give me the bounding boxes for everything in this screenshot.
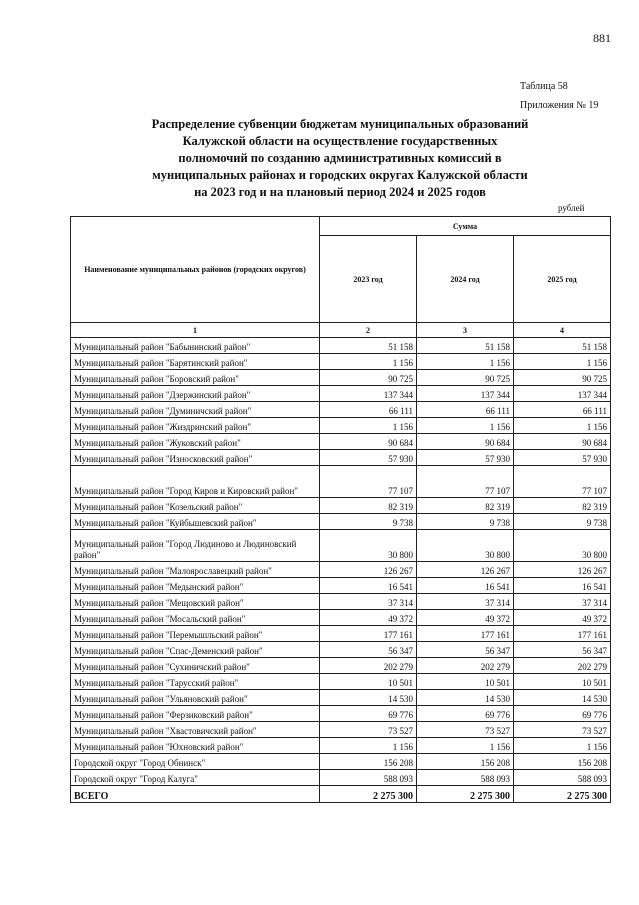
amount-2024: 73 527: [417, 722, 514, 738]
amount-2024: 37 314: [417, 594, 514, 610]
amount-2025: 588 093: [514, 770, 611, 786]
amount-2024: 156 208: [417, 754, 514, 770]
municipality-name: Муниципальный район "Жиздринский район": [71, 418, 320, 434]
table-row: [71, 450, 611, 466]
amount-2023: 1 156: [320, 354, 417, 370]
table-row: [71, 530, 611, 562]
amount-2025: 1 156: [514, 738, 611, 754]
amount-2023: 10 501: [320, 674, 417, 690]
amount-2025: 14 530: [514, 690, 611, 706]
municipality-name: Муниципальный район "Бабынинский район": [71, 338, 320, 354]
amount-2024: 14 530: [417, 690, 514, 706]
table-row: [71, 354, 611, 370]
municipality-name: Муниципальный район "Медынский район": [71, 578, 320, 594]
column-number: 1: [71, 323, 320, 338]
title-line: Распределение субвенции бюджетам муниципальных образований: [151, 117, 529, 131]
amount-2025: 69 776: [514, 706, 611, 722]
title-line: Калужской области на осуществление государственных: [182, 134, 498, 148]
amount-2025: 77 107: [514, 466, 611, 498]
amount-2024: 588 093: [417, 770, 514, 786]
table-row: [71, 722, 611, 738]
amount-2023: 69 776: [320, 706, 417, 722]
amount-2024: 137 344: [417, 386, 514, 402]
amount-2023: 16 541: [320, 578, 417, 594]
municipality-name: Муниципальный район "Спас-Деменский район": [71, 642, 320, 658]
amount-2025: 1 156: [514, 354, 611, 370]
amount-2025: 66 111: [514, 402, 611, 418]
amount-2024: 51 158: [417, 338, 514, 354]
amount-2024: 9 738: [417, 514, 514, 530]
amount-2023: 77 107: [320, 466, 417, 498]
table-row: [71, 386, 611, 402]
table-row: [71, 370, 611, 386]
amount-2023: 137 344: [320, 386, 417, 402]
municipality-name: Муниципальный район "Козельский район": [71, 498, 320, 514]
table-row: [71, 754, 611, 770]
year-2025-header: 2025 год: [514, 236, 611, 323]
amount-2023: 37 314: [320, 594, 417, 610]
table-row: [71, 418, 611, 434]
amount-2023: 156 208: [320, 754, 417, 770]
amount-2023: 126 267: [320, 562, 417, 578]
total-2025: 2 275 300: [514, 786, 611, 803]
municipality-name: Муниципальный район "Куйбышевский район": [71, 514, 320, 530]
year-2024-header: 2024 год: [417, 236, 514, 323]
table-body: [71, 338, 611, 786]
amount-2025: 30 800: [514, 530, 611, 562]
name-column-header: Наименование муниципальных районов (городских округов): [71, 217, 320, 323]
amount-2024: 10 501: [417, 674, 514, 690]
municipality-name: Городской округ "Город Обнинск": [71, 754, 320, 770]
amount-2023: 90 684: [320, 434, 417, 450]
municipality-name: Муниципальный район "Хвастовичский район": [71, 722, 320, 738]
municipality-name: Муниципальный район "Тарусский район": [71, 674, 320, 690]
subvention-table: [70, 216, 611, 803]
amount-2024: 126 267: [417, 562, 514, 578]
amount-2025: 137 344: [514, 386, 611, 402]
title-line: на 2023 год и на плановый период 2024 и 2025 годов: [194, 185, 486, 199]
table-row: [71, 642, 611, 658]
amount-2025: 10 501: [514, 674, 611, 690]
amount-2024: 90 684: [417, 434, 514, 450]
table-row: [71, 610, 611, 626]
amount-2025: 73 527: [514, 722, 611, 738]
table-row: [71, 690, 611, 706]
amount-2025: 56 347: [514, 642, 611, 658]
municipality-name: Муниципальный район "Сухиничский район": [71, 658, 320, 674]
municipality-name: Муниципальный район "Износковский район": [71, 450, 320, 466]
table-row: [71, 706, 611, 722]
amount-2023: 49 372: [320, 610, 417, 626]
municipality-name: Городской округ "Город Калуга": [71, 770, 320, 786]
table-row: [71, 738, 611, 754]
amount-2025: 9 738: [514, 514, 611, 530]
title-line: муниципальных районах и городских округах Калужской области: [152, 168, 528, 182]
amount-2023: 51 158: [320, 338, 417, 354]
table-row: [71, 658, 611, 674]
table-row: [71, 578, 611, 594]
amount-2023: 9 738: [320, 514, 417, 530]
municipality-name: Муниципальный район "Мосальский район": [71, 610, 320, 626]
total-2024: 2 275 300: [417, 786, 514, 803]
amount-2024: 1 156: [417, 418, 514, 434]
amount-2024: 90 725: [417, 370, 514, 386]
total-2023: 2 275 300: [320, 786, 417, 803]
amount-2025: 90 725: [514, 370, 611, 386]
amount-2023: 14 530: [320, 690, 417, 706]
column-number: 3: [417, 323, 514, 338]
amount-2025: 126 267: [514, 562, 611, 578]
document-title: [80, 116, 600, 201]
table-row: [71, 498, 611, 514]
amount-2024: 66 111: [417, 402, 514, 418]
year-2023-header: 2023 год: [320, 236, 417, 323]
amount-2025: 16 541: [514, 578, 611, 594]
table-row: [71, 466, 611, 498]
total-label: ВСЕГО: [71, 786, 320, 803]
total-row: [71, 786, 611, 803]
municipality-name: Муниципальный район "Малоярославецкий район": [71, 562, 320, 578]
municipality-name: Муниципальный район "Мещовский район": [71, 594, 320, 610]
amount-2024: 16 541: [417, 578, 514, 594]
amount-2025: 156 208: [514, 754, 611, 770]
municipality-name: Муниципальный район "Дзержинский район": [71, 386, 320, 402]
table-row: [71, 626, 611, 642]
table-row: [71, 434, 611, 450]
amount-2024: 49 372: [417, 610, 514, 626]
municipality-name: Муниципальный район "Жуковский район": [71, 434, 320, 450]
municipality-name: Муниципальный район "Ульяновский район": [71, 690, 320, 706]
amount-2025: 202 279: [514, 658, 611, 674]
amount-2025: 51 158: [514, 338, 611, 354]
amount-2025: 37 314: [514, 594, 611, 610]
column-number: 4: [514, 323, 611, 338]
currency-note: рублей: [558, 203, 585, 213]
municipality-name: Муниципальный район "Юхновский район": [71, 738, 320, 754]
amount-2025: 90 684: [514, 434, 611, 450]
amount-2024: 82 319: [417, 498, 514, 514]
amount-2024: 202 279: [417, 658, 514, 674]
table-row: [71, 562, 611, 578]
amount-2025: 1 156: [514, 418, 611, 434]
table-label: Таблица 58: [520, 81, 568, 92]
appendix-label: Приложения № 19: [520, 100, 599, 111]
amount-2023: 73 527: [320, 722, 417, 738]
amount-2023: 66 111: [320, 402, 417, 418]
table-row: [71, 594, 611, 610]
municipality-name: Муниципальный район "Перемышльский район": [71, 626, 320, 642]
amount-2023: 202 279: [320, 658, 417, 674]
municipality-name: Муниципальный район "Ферзиковский район": [71, 706, 320, 722]
amount-2025: 49 372: [514, 610, 611, 626]
table-row: [71, 338, 611, 354]
table-row: [71, 674, 611, 690]
municipality-name: Муниципальный район "Думиничский район": [71, 402, 320, 418]
amount-2023: 1 156: [320, 738, 417, 754]
amount-2023: 588 093: [320, 770, 417, 786]
amount-2023: 56 347: [320, 642, 417, 658]
amount-2024: 77 107: [417, 466, 514, 498]
amount-2023: 57 930: [320, 450, 417, 466]
table-row: [71, 402, 611, 418]
amount-2024: 56 347: [417, 642, 514, 658]
municipality-name: Муниципальный район "Город Людиново и Людиновский район": [71, 530, 320, 562]
municipality-name: Муниципальный район "Боровский район": [71, 370, 320, 386]
amount-2023: 82 319: [320, 498, 417, 514]
title-line: полномочий по созданию административных комиссий в: [178, 151, 502, 165]
amount-2023: 177 161: [320, 626, 417, 642]
amount-2024: 30 800: [417, 530, 514, 562]
amount-2023: 30 800: [320, 530, 417, 562]
amount-2023: 1 156: [320, 418, 417, 434]
amount-2025: 177 161: [514, 626, 611, 642]
amount-2025: 82 319: [514, 498, 611, 514]
amount-2024: 1 156: [417, 354, 514, 370]
amount-2023: 90 725: [320, 370, 417, 386]
amount-2024: 69 776: [417, 706, 514, 722]
amount-2024: 57 930: [417, 450, 514, 466]
amount-2024: 177 161: [417, 626, 514, 642]
amount-2024: 1 156: [417, 738, 514, 754]
table-row: [71, 514, 611, 530]
column-number: 2: [320, 323, 417, 338]
municipality-name: Муниципальный район "Барятинский район": [71, 354, 320, 370]
amount-2025: 57 930: [514, 450, 611, 466]
sum-column-header: Сумма: [320, 217, 611, 236]
page-number: 881: [593, 31, 611, 45]
table-row: [71, 770, 611, 786]
municipality-name: Муниципальный район "Город Киров и Кировский район": [71, 466, 320, 498]
